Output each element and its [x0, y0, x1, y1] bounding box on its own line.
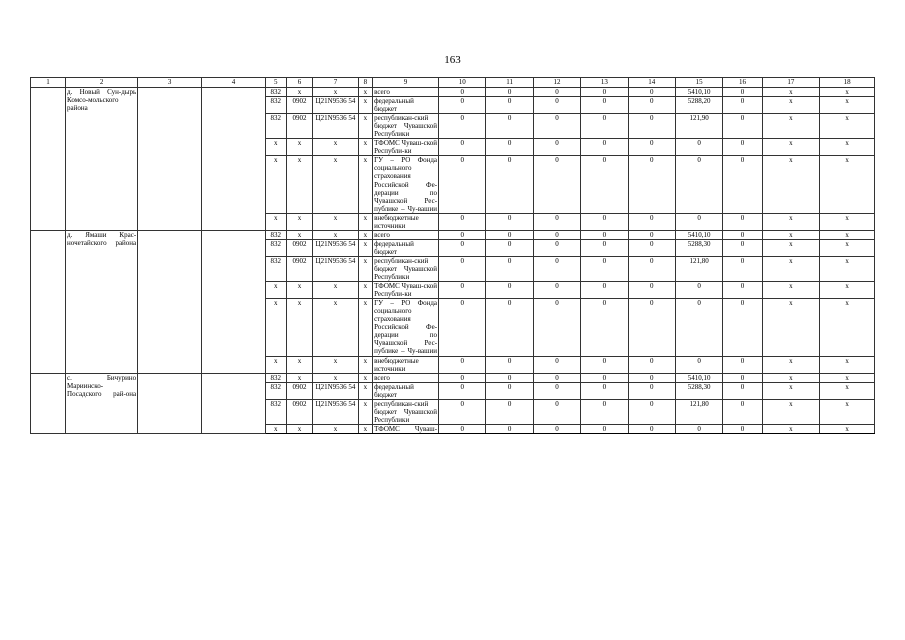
- cell-c7: х: [313, 156, 358, 213]
- cell-c17: х: [762, 424, 820, 433]
- cell-c14: 0: [628, 256, 675, 281]
- column-header-7: 7: [313, 78, 358, 88]
- column-header-18: 18: [820, 78, 875, 88]
- cell-c11: 0: [486, 282, 533, 299]
- cell-c12: 0: [533, 88, 580, 97]
- cell-c15: 5288,20: [675, 97, 722, 114]
- cell-c7: х: [313, 139, 358, 156]
- column-header-4: 4: [202, 78, 266, 88]
- cell-c6: х: [286, 156, 313, 213]
- funding-source: федеральный бюджет: [373, 239, 439, 256]
- cell-c11: 0: [486, 230, 533, 239]
- cell-c8: х: [358, 256, 372, 281]
- cell-c16: 0: [723, 213, 762, 230]
- cell-c5: 832: [265, 373, 286, 382]
- cell-c16: 0: [723, 299, 762, 356]
- cell-c5: 832: [265, 239, 286, 256]
- cell-c13: 0: [581, 424, 628, 433]
- cell-col-4: [202, 230, 266, 373]
- column-header-11: 11: [486, 78, 533, 88]
- funding-source: ТФОМС Чуваш-ской Республи-ки: [374, 139, 438, 156]
- cell-c6: 0902: [286, 114, 313, 139]
- funding-source: всего: [373, 88, 439, 97]
- cell-c15: 0: [675, 139, 722, 156]
- cell-c14: 0: [628, 156, 675, 213]
- cell-c7: Ц21N9536 54: [313, 239, 358, 256]
- column-header-8: 8: [358, 78, 372, 88]
- cell-c15: 0: [675, 424, 722, 433]
- cell-c7: х: [313, 373, 358, 382]
- cell-c15: 5410,10: [675, 230, 722, 239]
- cell-c12: 0: [533, 139, 580, 156]
- cell-col-1: [31, 373, 66, 433]
- cell-c5: 832: [265, 230, 286, 239]
- cell-c16: 0: [723, 382, 762, 399]
- cell-c5: х: [265, 424, 286, 433]
- cell-c6: х: [286, 424, 313, 433]
- cell-c13: 0: [581, 97, 628, 114]
- cell-c13: 0: [581, 239, 628, 256]
- cell-c7: Ц21N9536 54: [313, 256, 358, 281]
- funding-source: федеральный бюджет: [373, 382, 439, 399]
- cell-c15: 0: [675, 213, 722, 230]
- cell-c17: х: [762, 356, 820, 373]
- cell-c10: 0: [439, 356, 486, 373]
- cell-c8: х: [358, 230, 372, 239]
- cell-c18: х: [820, 156, 875, 213]
- cell-c15: 0: [675, 356, 722, 373]
- cell-col-4: [202, 88, 266, 231]
- cell-c7: х: [313, 356, 358, 373]
- funding-source: республикан-ский бюджет Чувашской Республики: [374, 399, 438, 424]
- cell-c13: 0: [581, 382, 628, 399]
- cell-c17: х: [762, 88, 820, 97]
- cell-c11: 0: [486, 139, 533, 156]
- cell-c12: 0: [533, 114, 580, 139]
- cell-c5: 832: [265, 88, 286, 97]
- cell-c6: х: [286, 356, 313, 373]
- cell-c11: 0: [486, 356, 533, 373]
- cell-c17: х: [762, 97, 820, 114]
- cell-c14: 0: [628, 399, 675, 424]
- cell-c8: х: [358, 97, 372, 114]
- cell-c18: х: [820, 424, 875, 433]
- column-header-2: 2: [66, 78, 138, 88]
- cell-c10: 0: [439, 97, 486, 114]
- cell-c10: 0: [439, 256, 486, 281]
- cell-c11: 0: [486, 114, 533, 139]
- column-header-9: 9: [373, 78, 439, 88]
- cell-c5: х: [265, 299, 286, 356]
- cell-c5: 832: [265, 382, 286, 399]
- cell-c11: 0: [486, 256, 533, 281]
- cell-c12: 0: [533, 256, 580, 281]
- cell-c17: х: [762, 114, 820, 139]
- cell-c15: 121,80: [675, 399, 722, 424]
- cell-c15: 121,80: [675, 256, 722, 281]
- cell-c18: х: [820, 256, 875, 281]
- cell-c13: 0: [581, 156, 628, 213]
- cell-c17: х: [762, 299, 820, 356]
- cell-c12: 0: [533, 97, 580, 114]
- cell-c10: 0: [439, 399, 486, 424]
- cell-c8: х: [358, 382, 372, 399]
- cell-c13: 0: [581, 373, 628, 382]
- cell-c10: 0: [439, 139, 486, 156]
- cell-c11: 0: [486, 382, 533, 399]
- cell-c13: 0: [581, 114, 628, 139]
- column-header-1: 1: [31, 78, 66, 88]
- cell-c5: х: [265, 139, 286, 156]
- cell-c5: х: [265, 282, 286, 299]
- cell-c15: 5288,30: [675, 382, 722, 399]
- cell-c15: 0: [675, 299, 722, 356]
- cell-c14: 0: [628, 114, 675, 139]
- funding-source: федеральный бюджет: [373, 97, 439, 114]
- cell-c11: 0: [486, 156, 533, 213]
- cell-c18: х: [820, 382, 875, 399]
- cell-c15: 5288,30: [675, 239, 722, 256]
- cell-c12: 0: [533, 156, 580, 213]
- cell-c14: 0: [628, 88, 675, 97]
- cell-c14: 0: [628, 424, 675, 433]
- column-header-12: 12: [533, 78, 580, 88]
- cell-c15: 5410,10: [675, 373, 722, 382]
- cell-c11: 0: [486, 97, 533, 114]
- cell-c16: 0: [723, 373, 762, 382]
- cell-c10: 0: [439, 239, 486, 256]
- page-number: 163: [444, 54, 461, 66]
- cell-c18: х: [820, 399, 875, 424]
- cell-c18: х: [820, 230, 875, 239]
- cell-c6: х: [286, 299, 313, 356]
- column-header-13: 13: [581, 78, 628, 88]
- place-name: с. Бичурино Мариинско-Посадского рай-она: [66, 373, 138, 433]
- cell-c13: 0: [581, 230, 628, 239]
- cell-c14: 0: [628, 282, 675, 299]
- cell-c12: 0: [533, 399, 580, 424]
- cell-c10: 0: [439, 88, 486, 97]
- cell-col-1: [31, 230, 66, 373]
- cell-c17: х: [762, 399, 820, 424]
- cell-c7: х: [313, 213, 358, 230]
- cell-c17: х: [762, 230, 820, 239]
- cell-c7: х: [313, 230, 358, 239]
- cell-c16: 0: [723, 399, 762, 424]
- funding-source: ГУ – РО Фонда социального страхования Российской Фе-дерации по Чувашской Рес-публике – Чу-вашии: [374, 299, 438, 356]
- table-row: [31, 88, 875, 97]
- cell-c17: х: [762, 213, 820, 230]
- cell-c12: 0: [533, 230, 580, 239]
- cell-c10: 0: [439, 282, 486, 299]
- cell-c17: х: [762, 382, 820, 399]
- cell-c16: 0: [723, 97, 762, 114]
- cell-c13: 0: [581, 282, 628, 299]
- funding-source: всего: [373, 230, 439, 239]
- column-header-17: 17: [762, 78, 820, 88]
- cell-c7: х: [313, 299, 358, 356]
- cell-c16: 0: [723, 282, 762, 299]
- cell-c11: 0: [486, 373, 533, 382]
- funding-source: ТФОМС Чуваш-: [374, 424, 438, 433]
- cell-c12: 0: [533, 424, 580, 433]
- cell-c17: х: [762, 156, 820, 213]
- column-number-row: [31, 78, 875, 88]
- cell-c6: 0902: [286, 399, 313, 424]
- cell-c15: 0: [675, 282, 722, 299]
- cell-c6: 0902: [286, 382, 313, 399]
- funding-source: внебюджетные источники: [373, 356, 439, 373]
- cell-c12: 0: [533, 382, 580, 399]
- cell-c7: х: [313, 88, 358, 97]
- cell-c7: Ц21N9536 54: [313, 399, 358, 424]
- cell-c11: 0: [486, 88, 533, 97]
- cell-c15: 5410,10: [675, 88, 722, 97]
- cell-c8: х: [358, 282, 372, 299]
- cell-c14: 0: [628, 97, 675, 114]
- cell-c8: х: [358, 114, 372, 139]
- column-header-6: 6: [286, 78, 313, 88]
- cell-c13: 0: [581, 139, 628, 156]
- cell-col-3: [138, 373, 202, 433]
- cell-c11: 0: [486, 239, 533, 256]
- cell-c8: х: [358, 156, 372, 213]
- cell-c5: 832: [265, 256, 286, 281]
- cell-c11: 0: [486, 299, 533, 356]
- table-row: [31, 373, 875, 382]
- cell-c10: 0: [439, 230, 486, 239]
- cell-c13: 0: [581, 213, 628, 230]
- column-header-10: 10: [439, 78, 486, 88]
- cell-c16: 0: [723, 256, 762, 281]
- cell-c5: 832: [265, 114, 286, 139]
- cell-c8: х: [358, 139, 372, 156]
- funding-source: всего: [373, 373, 439, 382]
- cell-c10: 0: [439, 213, 486, 230]
- budget-table: [30, 77, 875, 434]
- cell-c10: 0: [439, 114, 486, 139]
- cell-c12: 0: [533, 282, 580, 299]
- cell-c6: 0902: [286, 239, 313, 256]
- cell-c12: 0: [533, 239, 580, 256]
- cell-c12: 0: [533, 373, 580, 382]
- place-name: д. Новый Сун-дырь Комсо-мольского района: [66, 88, 138, 231]
- cell-c17: х: [762, 256, 820, 281]
- cell-c6: х: [286, 373, 313, 382]
- cell-c8: х: [358, 356, 372, 373]
- cell-c12: 0: [533, 356, 580, 373]
- cell-c8: х: [358, 399, 372, 424]
- cell-c18: х: [820, 114, 875, 139]
- cell-c13: 0: [581, 88, 628, 97]
- cell-c15: 0: [675, 156, 722, 213]
- cell-c16: 0: [723, 239, 762, 256]
- cell-c11: 0: [486, 399, 533, 424]
- funding-source: ГУ – РО Фонда социального страхования Российской Фе-дерации по Чувашской Рес-публике – Чу-вашии: [374, 156, 438, 213]
- cell-c7: Ц21N9536 54: [313, 114, 358, 139]
- cell-c17: х: [762, 373, 820, 382]
- cell-col-4: [202, 373, 266, 433]
- cell-c6: 0902: [286, 97, 313, 114]
- cell-c6: х: [286, 139, 313, 156]
- cell-c12: 0: [533, 299, 580, 356]
- cell-col-3: [138, 88, 202, 231]
- cell-c18: х: [820, 282, 875, 299]
- cell-c14: 0: [628, 373, 675, 382]
- cell-c17: х: [762, 139, 820, 156]
- cell-c13: 0: [581, 399, 628, 424]
- cell-c5: х: [265, 356, 286, 373]
- cell-c16: 0: [723, 230, 762, 239]
- funding-source: республикан-ский бюджет Чувашской Республики: [374, 114, 438, 139]
- cell-c8: х: [358, 239, 372, 256]
- cell-c7: Ц21N9536 54: [313, 97, 358, 114]
- cell-c7: х: [313, 424, 358, 433]
- cell-c15: 121,90: [675, 114, 722, 139]
- cell-c11: 0: [486, 213, 533, 230]
- funding-source: ТФОМС Чуваш-ской Республи-ки: [374, 282, 438, 299]
- cell-c18: х: [820, 373, 875, 382]
- cell-c14: 0: [628, 213, 675, 230]
- cell-c6: 0902: [286, 256, 313, 281]
- cell-c8: х: [358, 88, 372, 97]
- cell-c13: 0: [581, 299, 628, 356]
- cell-c8: х: [358, 424, 372, 433]
- cell-c5: 832: [265, 399, 286, 424]
- cell-c8: х: [358, 213, 372, 230]
- cell-c7: х: [313, 282, 358, 299]
- column-header-3: 3: [138, 78, 202, 88]
- cell-c16: 0: [723, 88, 762, 97]
- cell-c18: х: [820, 88, 875, 97]
- column-header-16: 16: [723, 78, 762, 88]
- cell-c18: х: [820, 299, 875, 356]
- column-header-15: 15: [675, 78, 722, 88]
- cell-c17: х: [762, 282, 820, 299]
- cell-c16: 0: [723, 356, 762, 373]
- cell-c10: 0: [439, 382, 486, 399]
- cell-c7: Ц21N9536 54: [313, 382, 358, 399]
- cell-c14: 0: [628, 239, 675, 256]
- cell-c18: х: [820, 213, 875, 230]
- cell-c12: 0: [533, 213, 580, 230]
- cell-c14: 0: [628, 299, 675, 356]
- cell-c6: х: [286, 213, 313, 230]
- cell-c18: х: [820, 139, 875, 156]
- column-header-5: 5: [265, 78, 286, 88]
- cell-c8: х: [358, 299, 372, 356]
- cell-c6: х: [286, 88, 313, 97]
- cell-c13: 0: [581, 256, 628, 281]
- cell-col-3: [138, 230, 202, 373]
- cell-c18: х: [820, 356, 875, 373]
- cell-c10: 0: [439, 373, 486, 382]
- cell-c18: х: [820, 239, 875, 256]
- cell-c6: х: [286, 282, 313, 299]
- cell-c13: 0: [581, 356, 628, 373]
- cell-c14: 0: [628, 382, 675, 399]
- cell-c18: х: [820, 97, 875, 114]
- cell-c16: 0: [723, 424, 762, 433]
- cell-col-1: [31, 88, 66, 231]
- cell-c10: 0: [439, 156, 486, 213]
- cell-c10: 0: [439, 424, 486, 433]
- column-header-14: 14: [628, 78, 675, 88]
- place-name: д. Ямаши Крас-ночетайского района: [66, 230, 138, 373]
- cell-c14: 0: [628, 356, 675, 373]
- table-body: [31, 88, 875, 434]
- cell-c8: х: [358, 373, 372, 382]
- cell-c10: 0: [439, 299, 486, 356]
- cell-c16: 0: [723, 156, 762, 213]
- cell-c5: х: [265, 213, 286, 230]
- cell-c16: 0: [723, 114, 762, 139]
- cell-c6: х: [286, 230, 313, 239]
- cell-c14: 0: [628, 230, 675, 239]
- funding-source: внебюджетные источники: [373, 213, 439, 230]
- cell-c11: 0: [486, 424, 533, 433]
- cell-c16: 0: [723, 139, 762, 156]
- cell-c5: 832: [265, 97, 286, 114]
- cell-c14: 0: [628, 139, 675, 156]
- table-row: [31, 230, 875, 239]
- funding-source: республикан-ский бюджет Чувашской Республики: [374, 256, 438, 282]
- cell-c5: х: [265, 156, 286, 213]
- cell-c17: х: [762, 239, 820, 256]
